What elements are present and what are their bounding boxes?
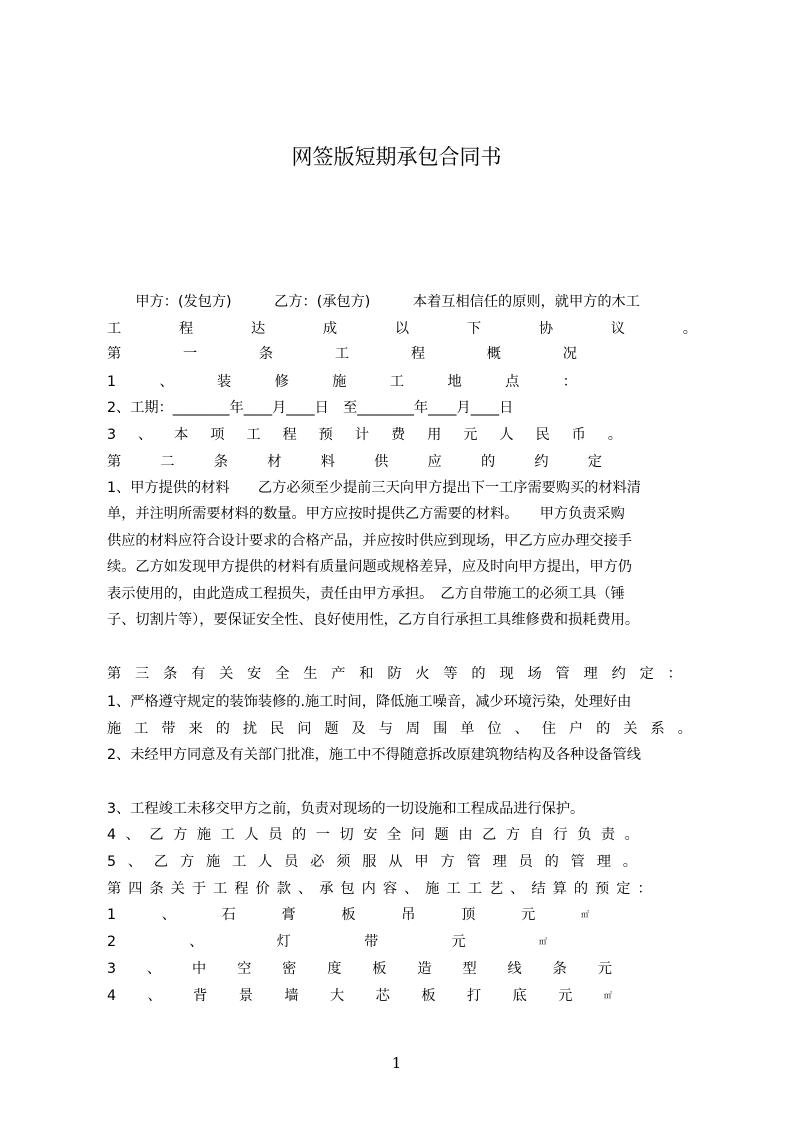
paragraph-line: 子、切割片等），要保证安全性、良好使用性，乙方自行承担工具维修费和损耗费用。 [107,612,640,628]
paragraph-line: 单，并注明所需要材料的数量。甲方应按时提供乙方需要的材料。 甲方负责采购 [107,506,625,522]
paragraph-line: 表示使用的，由此造成工程损失，责任由甲方承担。 乙方自带施工的必须工具（锤 [107,586,625,602]
paragraph-line-justified: 5 、 乙 方 施 工 人 员 必 须 服 从 甲 方 管 理 员 的 管 理 。 [107,854,637,870]
paragraph-line: 供应的材料应符合设计要求的合格产品，并应按时供应到现场，甲乙方应办理交接手 [107,533,632,549]
article-heading: 第 一 条 工 程 概 况 [107,346,577,362]
page-number: 1 [391,1054,402,1072]
price-item: 3 、 中 空 密 度 板 造 型 线 条 元 [107,961,612,977]
paragraph-line-justified: 3 、 本 项 工 程 预 计 费 用 元 人 民 币 。 [107,427,622,443]
paragraph-line: 续。乙方如发现甲方提供的材料有质量问题或规格差异，应及时向甲方提出，甲方仍 [107,559,632,575]
paragraph-line: 3、工程竣工未移交甲方之前，负责对现场的一切设施和工程成品进行保护。 [107,801,585,817]
paragraph-line: 1、严格遵守规定的装饰装修的.施工时间，降低施工噪音，减少环境污染，处理好由 [107,694,632,710]
price-item: 4 、 背 景 墙 大 芯 板 打 底 元 ㎡ [107,988,612,1004]
paragraph-line: 1、甲方提供的材料 乙方必须至少提前三天向甲方提出下一工序需要购买的材料清 [107,480,641,496]
price-item: 2 、 灯 带 元 ㎡ [107,934,547,950]
paragraph-line: 2、未经甲方同意及有关部门批准，施工中不得随意拆改原建筑物结构及各种设备管线 [107,747,641,763]
paragraph-line-justified: 1 、 装 修 施 工 地 点 ： [107,374,577,390]
paragraph-line-justified: 施 工 带 来 的 扰 民 问 题 及 与 周 围 单 位 、 住 户 的 关 系 。 [107,721,692,737]
article-heading: 第 二 条 材 料 供 应 的 约 定 [107,454,602,470]
paragraph-line: 甲方：(发包方) 乙方：(承包方) 本着互相信任的原则，就甲方的木工 [107,294,640,310]
article-heading: 第 三 条 有 关 安 全 生 产 和 防 火 等 的 现 场 管 理 约 定 ： [107,666,682,682]
paragraph-line: 2、工期：________年____月____日 至________年____月____日 [107,400,514,416]
price-item: 1 、 石 膏 板 吊 顶 元 ㎡ [107,907,589,923]
paragraph-line-justified: 4 、 乙 方 施 工 人 员 的 一 切 安 全 问 题 由 乙 方 自 行 负 责 。 [107,827,639,843]
paragraph-line-justified: 工 程 达 成 以 下 协 议 。 [107,321,697,337]
document-title: 网签版短期承包合同书 [291,145,502,169]
article-heading: 第 四 条 关 于 工 程 价 款 、 承 包 内 容 、 施 工 工 艺 、 结 算 的 预 定 ： [107,881,652,897]
